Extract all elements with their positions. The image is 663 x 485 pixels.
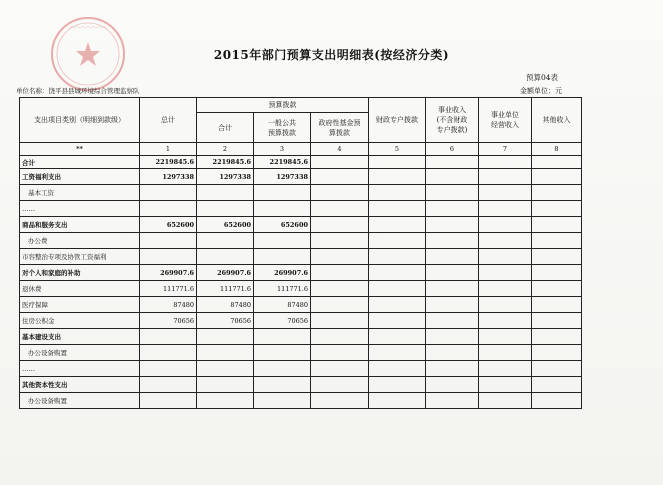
cell-empty <box>426 313 479 329</box>
cell-empty <box>479 185 532 201</box>
budget-table <box>19 97 582 409</box>
cell-empty <box>369 377 426 393</box>
cell-empty <box>479 217 532 233</box>
cell-empty <box>532 233 582 249</box>
cell-general <box>254 329 311 345</box>
header-item: 支出项目类别（明细到款级） <box>20 98 140 143</box>
header-other: 其他收入 <box>532 98 582 143</box>
header-operating-line2: 经营收入 <box>491 121 519 129</box>
table-row <box>20 156 582 169</box>
cell-general <box>254 233 311 249</box>
money-unit: 金额单位：元 <box>520 87 562 95</box>
cell-empty <box>532 361 582 377</box>
cell-general <box>254 201 311 217</box>
index-row <box>20 143 582 156</box>
cell-empty <box>479 281 532 297</box>
cell-empty <box>311 233 369 249</box>
cell-total: 1297338 <box>140 169 197 185</box>
row-label: 商品和服务支出 <box>20 217 140 233</box>
cell-empty <box>369 361 426 377</box>
table-row <box>20 329 582 345</box>
header-fund <box>311 113 369 143</box>
cell-empty <box>426 233 479 249</box>
table-row <box>20 201 582 217</box>
cell-empty <box>532 156 582 169</box>
cell-empty <box>532 345 582 361</box>
cell-total <box>140 345 197 361</box>
row-label: 办公设备购置 <box>20 345 140 361</box>
cell-empty <box>532 377 582 393</box>
cell-empty <box>311 297 369 313</box>
table-row <box>20 313 582 329</box>
cell-empty <box>369 329 426 345</box>
cell-empty <box>369 156 426 169</box>
cell-general <box>254 345 311 361</box>
cell-empty <box>479 393 532 409</box>
cell-empty <box>532 169 582 185</box>
index-cell: 5 <box>369 143 426 156</box>
cell-empty <box>426 329 479 345</box>
cell-general: 87480 <box>254 297 311 313</box>
row-label: 工资福利支出 <box>20 169 140 185</box>
header-career-line3: 专户拨款) <box>436 126 468 134</box>
cell-empty <box>369 233 426 249</box>
header-operating-line1: 事业单位 <box>491 111 519 119</box>
cell-empty <box>426 377 479 393</box>
table-row <box>20 185 582 201</box>
cell-empty <box>532 217 582 233</box>
cell-empty <box>479 249 532 265</box>
cell-empty <box>369 281 426 297</box>
row-label: 退休费 <box>20 281 140 297</box>
cell-total <box>140 201 197 217</box>
cell-total: 70656 <box>140 313 197 329</box>
index-cell: 3 <box>254 143 311 156</box>
cell-subtotal <box>197 249 254 265</box>
cell-empty <box>479 313 532 329</box>
header-total: 总计 <box>140 98 197 143</box>
cell-general: 269907.6 <box>254 265 311 281</box>
cell-subtotal <box>197 393 254 409</box>
cell-general <box>254 377 311 393</box>
cell-total <box>140 361 197 377</box>
header-budget-group: 预算拨款 <box>197 98 369 113</box>
cell-total: 2219845.6 <box>140 156 197 169</box>
header-general-line2: 预算拨款 <box>268 128 296 137</box>
cell-total <box>140 185 197 201</box>
cell-general: 70656 <box>254 313 311 329</box>
cell-empty <box>369 297 426 313</box>
cell-subtotal <box>197 185 254 201</box>
header-subtotal: 合计 <box>197 113 254 143</box>
cell-empty <box>311 249 369 265</box>
cell-subtotal <box>197 233 254 249</box>
cell-empty <box>479 297 532 313</box>
cell-empty <box>369 217 426 233</box>
table-row <box>20 361 582 377</box>
cell-subtotal <box>197 201 254 217</box>
cell-total: 652600 <box>140 217 197 233</box>
row-label: 医疗保障 <box>20 297 140 313</box>
table-row <box>20 281 582 297</box>
cell-empty <box>426 265 479 281</box>
cell-total <box>140 393 197 409</box>
index-cell: 4 <box>311 143 369 156</box>
cell-empty <box>532 313 582 329</box>
row-label: 办公设备购置 <box>20 393 140 409</box>
cell-empty <box>311 377 369 393</box>
cell-empty <box>369 265 426 281</box>
header-career-line1: 事业收入 <box>438 106 466 114</box>
table-row <box>20 217 582 233</box>
cell-empty <box>532 265 582 281</box>
index-cell: 7 <box>479 143 532 156</box>
cell-empty <box>479 265 532 281</box>
cell-empty <box>532 393 582 409</box>
cell-empty <box>426 201 479 217</box>
cell-general <box>254 185 311 201</box>
table-row <box>20 249 582 265</box>
table-number: 预算04表 <box>526 73 559 82</box>
cell-empty <box>369 345 426 361</box>
cell-total: 87480 <box>140 297 197 313</box>
cell-subtotal <box>197 377 254 393</box>
cell-empty <box>369 169 426 185</box>
cell-subtotal: 269907.6 <box>197 265 254 281</box>
cell-empty <box>479 329 532 345</box>
cell-empty <box>311 281 369 297</box>
cell-empty <box>532 329 582 345</box>
cell-general <box>254 361 311 377</box>
cell-empty <box>532 281 582 297</box>
cell-empty <box>479 201 532 217</box>
header-career <box>426 98 479 143</box>
unit-name: 单位名称：饶平县县城环境综合管理监察队 <box>16 87 140 95</box>
cell-empty <box>479 169 532 185</box>
index-cell: 1 <box>140 143 197 156</box>
cell-empty <box>311 345 369 361</box>
header-career-line2: (不含财政 <box>436 116 468 124</box>
row-label: 合计 <box>20 156 140 169</box>
cell-subtotal: 111771.6 <box>197 281 254 297</box>
cell-total <box>140 329 197 345</box>
cell-general <box>254 249 311 265</box>
cell-total: 111771.6 <box>140 281 197 297</box>
cell-empty <box>532 201 582 217</box>
cell-empty <box>311 217 369 233</box>
cell-subtotal: 70656 <box>197 313 254 329</box>
cell-empty <box>369 249 426 265</box>
row-label: 基本工资 <box>20 185 140 201</box>
cell-total <box>140 233 197 249</box>
cell-subtotal <box>197 361 254 377</box>
index-cell: 2 <box>197 143 254 156</box>
row-label: 办公费 <box>20 233 140 249</box>
cell-subtotal: 2219845.6 <box>197 156 254 169</box>
header-fund-line1: 政府性基金预 <box>318 118 361 127</box>
header-special: 财政专户拨款 <box>369 98 426 143</box>
cell-empty <box>426 249 479 265</box>
cell-empty <box>426 185 479 201</box>
cell-empty <box>479 361 532 377</box>
cell-empty <box>479 156 532 169</box>
index-cell: 8 <box>532 143 582 156</box>
table-row <box>20 345 582 361</box>
cell-general: 652600 <box>254 217 311 233</box>
cell-empty <box>369 393 426 409</box>
index-cell: 6 <box>426 143 479 156</box>
cell-empty <box>311 201 369 217</box>
cell-empty <box>532 185 582 201</box>
cell-total <box>140 377 197 393</box>
cell-subtotal <box>197 345 254 361</box>
cell-subtotal: 652600 <box>197 217 254 233</box>
cell-empty <box>426 393 479 409</box>
cell-empty <box>311 169 369 185</box>
page-title: 2015年部门预算支出明细表(按经济分类) <box>213 48 450 62</box>
table-row <box>20 377 582 393</box>
cell-subtotal <box>197 329 254 345</box>
cell-empty <box>426 169 479 185</box>
cell-empty <box>479 233 532 249</box>
cell-general: 1297338 <box>254 169 311 185</box>
cell-empty <box>426 361 479 377</box>
cell-empty <box>311 393 369 409</box>
row-label: 基本建设支出 <box>20 329 140 345</box>
cell-empty <box>426 156 479 169</box>
cell-general: 111771.6 <box>254 281 311 297</box>
row-label: …… <box>20 361 140 377</box>
cell-empty <box>311 265 369 281</box>
row-label: 住房公积金 <box>20 313 140 329</box>
cell-subtotal: 87480 <box>197 297 254 313</box>
cell-empty <box>369 201 426 217</box>
cell-empty <box>311 313 369 329</box>
table-row <box>20 169 582 185</box>
table-row <box>20 265 582 281</box>
cell-total <box>140 249 197 265</box>
cell-empty <box>426 217 479 233</box>
cell-general: 2219845.6 <box>254 156 311 169</box>
row-label: 市容整治专项及协管工资福利 <box>20 249 140 265</box>
cell-empty <box>311 156 369 169</box>
index-cell: ** <box>20 143 140 156</box>
row-label: …… <box>20 201 140 217</box>
cell-empty <box>479 345 532 361</box>
cell-empty <box>311 185 369 201</box>
header-operating <box>479 98 532 143</box>
cell-empty <box>426 281 479 297</box>
cell-empty <box>479 377 532 393</box>
cell-general <box>254 393 311 409</box>
cell-empty <box>532 297 582 313</box>
table-row <box>20 393 582 409</box>
svg-text:◠◠◠◠◠◠◠: ◠◠◠◠◠◠◠ <box>69 25 107 32</box>
table-row <box>20 233 582 249</box>
cell-empty <box>311 361 369 377</box>
row-label: 其他资本性支出 <box>20 377 140 393</box>
cell-empty <box>426 297 479 313</box>
cell-empty <box>369 313 426 329</box>
cell-empty <box>311 329 369 345</box>
header-general-line1: 一般公共 <box>268 118 296 127</box>
header-general <box>254 113 311 143</box>
row-label: 对个人和家庭的补助 <box>20 265 140 281</box>
cell-subtotal: 1297338 <box>197 169 254 185</box>
cell-empty <box>532 249 582 265</box>
header-fund-line2: 算拨款 <box>329 128 350 137</box>
table-row <box>20 297 582 313</box>
cell-total: 269907.6 <box>140 265 197 281</box>
cell-empty <box>426 345 479 361</box>
cell-empty <box>369 185 426 201</box>
